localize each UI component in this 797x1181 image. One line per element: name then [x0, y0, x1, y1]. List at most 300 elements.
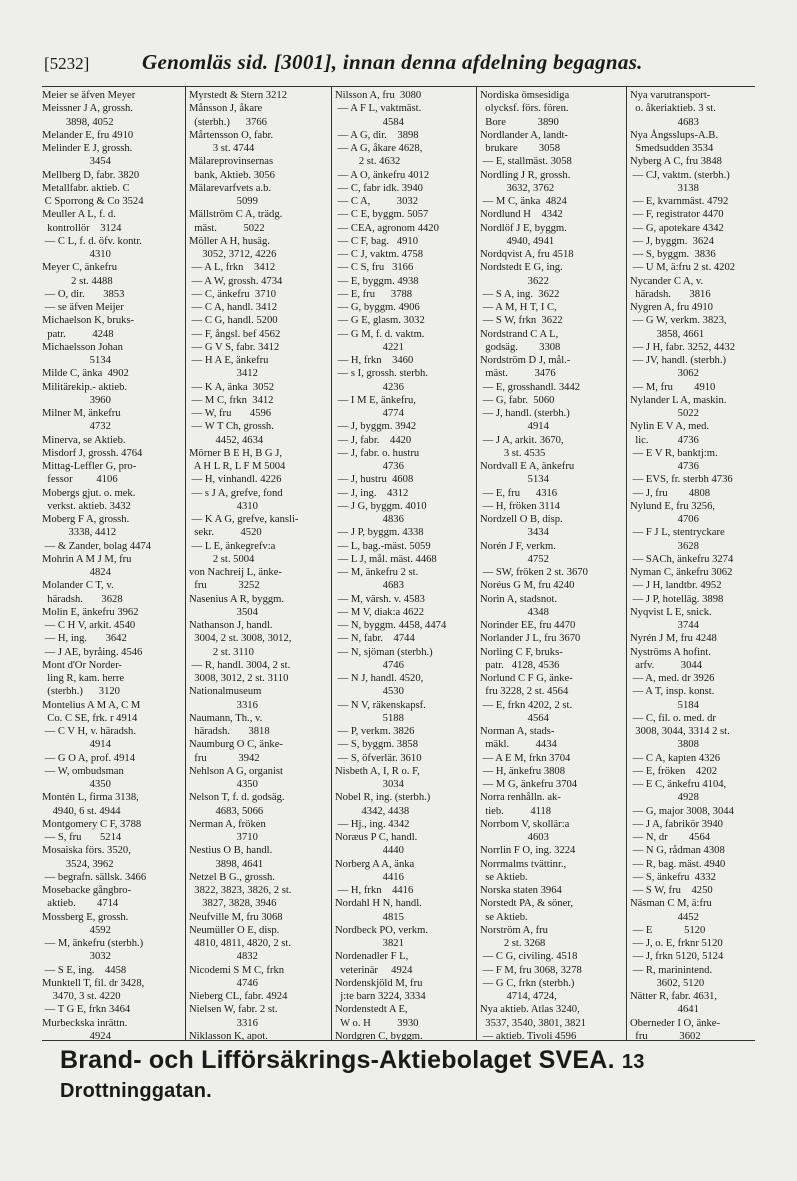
directory-entry: se Aktieb. [480, 871, 528, 883]
directory-entry: 4452 [630, 911, 699, 923]
directory-entry: 4564 [480, 712, 549, 724]
directory-entry: 4342, 4438 [335, 805, 410, 817]
directory-entry: — S, änkefru 4332 [630, 871, 716, 883]
directory-entry: Neumüller O E, disp. [189, 924, 280, 936]
directory-entry: Smedsudden 3534 [630, 143, 714, 154]
directory-entry: Norrlin F O, ing. 3224 [480, 845, 576, 857]
directory-entry: Mårtensson O, fabr. [189, 129, 274, 141]
directory-entry: Norska staten 3964 [480, 885, 562, 896]
directory-entry: 4914 [42, 739, 111, 751]
directory-entry: 5188 [335, 712, 404, 724]
directory-entry: — CEA, agronom 4420 [335, 222, 439, 234]
directory-entry: — J, fabr. o. hustru [335, 447, 420, 459]
directory-entry: 3008, 3044, 3314 2 st. [630, 726, 730, 737]
directory-entry: 2 st. 3110 [189, 646, 254, 658]
directory-entry: Norberg A A, änka [335, 858, 415, 870]
directory-entry: Meissner J A, grossh. [42, 103, 133, 115]
directory-entry: Norrmalms tvättinr., [480, 858, 567, 870]
directory-entry: Möller A H, husäg. [189, 235, 270, 247]
directory-entry: Noræus P C, handl. [335, 832, 418, 843]
directory-entry: — se äfven Meijer [42, 302, 124, 313]
directory-entry: 3504 [189, 606, 258, 618]
directory-entry: — F, registrator 4470 [630, 209, 724, 221]
directory-entry: Minerva, se Aktieb. [42, 434, 126, 446]
directory-entry: — Hj., ing. 4342 [335, 818, 410, 830]
directory-column-5 [626, 87, 755, 1041]
directory-entry: 3744 [630, 620, 699, 631]
directory-entry: Melander E, fru 4910 [42, 129, 134, 141]
directory-entry: brukare 3058 [480, 143, 561, 154]
directory-entry: — aktieb. Tivoli 4596 [480, 1030, 577, 1041]
directory-entry: Mälareprovinsernas [189, 156, 274, 168]
directory-entry: Nathanson J, handl. [189, 620, 273, 631]
directory-entry: Nyman C, änkefru 3062 [630, 567, 733, 578]
directory-entry: Nieberg CL, fabr. 4924 [189, 991, 288, 1002]
directory-entry: 4774 [335, 408, 404, 419]
directory-entry: Nätter R, fabr. 4631, [630, 991, 718, 1002]
directory-entry: — G C, frkn (sterbh.) [480, 977, 575, 989]
directory-entry: häradsh. 3816 [630, 288, 711, 300]
directory-entry: — s J A, grefve, fond [189, 487, 283, 499]
directory-entry: — L E, änkegrefv:a [189, 540, 276, 552]
directory-entry: — A O, änkefru 4012 [335, 169, 430, 181]
directory-entry: Norin A, stadsnot. [480, 593, 558, 605]
directory-entry: 4310 [42, 249, 111, 260]
directory-entry: — C J, vaktm. 4758 [335, 249, 423, 260]
directory-entry: — G, fabr. 5060 [480, 394, 555, 406]
directory-entry: — J, frkn 5120, 5124 [630, 951, 724, 963]
directory-entry: Mellberg D, fabr. 3820 [42, 169, 140, 181]
directory-entry: — H, frkn 3460 [335, 355, 414, 366]
directory-entry: Montelius A M A, C M [42, 699, 141, 711]
directory-entry: — G V S, fabr. 3412 [189, 341, 280, 353]
directory-entry: patr. 4128, 4536 [480, 659, 560, 671]
directory-entry: — N V, räkenskapsf. [335, 699, 426, 711]
directory-entry: — T G E, frkn 3464 [42, 1004, 131, 1016]
directory-entry: 4824 [42, 567, 111, 578]
directory-entry: — G E, glasm. 3032 [335, 315, 425, 327]
directory-entry: Nordlöf J E, byggm. [480, 222, 567, 234]
directory-entry: fru 3942 [189, 752, 260, 764]
directory-entry: Michaelson K, bruks- [42, 315, 135, 327]
directory-entry: Oberneder I O, änke- [630, 1017, 721, 1029]
directory-entry: — C G, handl. 5200 [189, 315, 278, 327]
directory-entry: Michaelsson Johan [42, 341, 123, 353]
directory-entry: — J AE, byråing. 4546 [42, 646, 143, 658]
directory-entry: tieb. 4118 [480, 805, 552, 817]
directory-entry: Nordenadler F L, [335, 951, 409, 963]
directory-entry: Montén L, firma 3138, [42, 792, 139, 804]
directory-entry: Mörner B E H, B G J, [189, 447, 282, 459]
directory-entry: 3454 [42, 156, 111, 168]
directory-entry: Mosebacke gångbro- [42, 885, 132, 896]
directory-entry: 3822, 3823, 3826, 2 st. [189, 885, 292, 896]
directory-entry: — J P, hotelläg. 3898 [630, 593, 724, 605]
directory-entry: mäkl. 4434 [480, 739, 557, 751]
directory-columns [42, 86, 755, 1041]
directory-entry: arfv. 3044 [630, 659, 702, 671]
directory-entry: — A G, dir. 3898 [335, 129, 419, 141]
directory-entry: häradsh. 3628 [42, 593, 123, 605]
directory-entry: godsäg. 3308 [480, 341, 561, 353]
directory-entry: 4706 [630, 514, 699, 525]
directory-entry: — C E, byggm. 5057 [335, 209, 429, 221]
directory-entry: Nylander L A, maskin. [630, 394, 727, 406]
footer-divider [42, 1040, 755, 1041]
directory-entry: Munktell T, fil. dr 3428, [42, 977, 145, 989]
directory-entry: — N, fabr. 4744 [335, 633, 415, 645]
directory-entry: 3004, 2 st. 3008, 3012, [189, 633, 292, 645]
directory-entry: — R, bag. mäst. 4940 [630, 858, 726, 870]
directory-entry: Nationalmuseum [189, 686, 262, 698]
directory-entry: Molin E, änkefru 3962 [42, 606, 139, 618]
directory-entry: — S, byggm. 3858 [335, 739, 418, 751]
directory-entry: 3008, 3012, 2 st. 3110 [189, 673, 289, 684]
directory-entry: 4940, 4941 [480, 235, 555, 247]
directory-entry: fessor 4106 [42, 474, 118, 486]
directory-entry: 3858, 4661 [630, 328, 705, 340]
directory-entry: 4348 [480, 606, 549, 618]
directory-entry: 3412 [189, 368, 258, 380]
directory-entry: 4928 [630, 792, 699, 804]
directory-entry: 4683 [630, 116, 699, 128]
directory-entry: Nasenius A R, byggm. [189, 593, 285, 605]
directory-entry: — J P, byggm. 4338 [335, 527, 424, 539]
directory-entry: — H, ing. 3642 [42, 633, 127, 645]
directory-entry: veterinär 4924 [335, 964, 413, 976]
directory-entry: 4530 [335, 686, 404, 698]
directory-entry: Mittag-Leffler G, pro- [42, 461, 137, 472]
directory-entry: Mossberg E, grossh. [42, 911, 129, 923]
directory-entry: Nordström D J, mål.- [480, 355, 571, 366]
directory-entry: — F J L, stentryckare [630, 527, 725, 539]
directory-entry: Nordstedt E G, ing. [480, 262, 563, 274]
directory-entry: Nelson T, f. d. godsäg. [189, 792, 285, 804]
directory-entry: 3622 [480, 275, 549, 287]
directory-entry: ling R, kam. herre [42, 673, 125, 684]
directory-entry: — J, o. E, frknr 5120 [630, 938, 723, 949]
directory-entry: — M, änkefru (sterbh.) [42, 938, 144, 949]
directory-entry: 3632, 3762 [480, 182, 555, 194]
directory-entry: 5022 [630, 408, 699, 419]
directory-entry: Nobel R, ing. (sterbh.) [335, 792, 431, 804]
directory-entry: Bore 3890 [480, 116, 559, 128]
directory-entry: — E, fru 3788 [335, 288, 413, 300]
advertisement-footer [60, 1046, 750, 1104]
directory-entry: — C H V, arkit. 4540 [42, 620, 136, 631]
directory-entry: — H, vinhandl. 4226 [189, 474, 282, 486]
directory-entry: — J A, arkit. 3670, [480, 434, 564, 446]
directory-column-4 [476, 87, 626, 1041]
directory-entry: — E C, änkefru 4104, [630, 779, 727, 790]
directory-entry: patr. 4248 [42, 328, 114, 340]
directory-entry: — K A, änka 3052 [189, 381, 275, 393]
directory-entry: — J H, fabr. 3252, 4432 [630, 341, 736, 353]
directory-entry: Naumann, Th., v. [189, 712, 263, 724]
directory-entry: — A E M, frkn 3704 [480, 752, 571, 764]
directory-entry: Norén J F, verkm. [480, 540, 556, 552]
directory-entry: — C, änkefru 3710 [189, 288, 277, 300]
directory-entry: — S W, frkn 3622 [480, 315, 563, 327]
directory-entry: Nylin E V A, med. [630, 421, 710, 433]
directory-entry: — J, fabr. 4420 [335, 434, 412, 446]
directory-entry: 4416 [335, 871, 404, 883]
directory-entry: mäst. 5022 [189, 222, 265, 234]
directory-entry: — M C, frkn 3412 [189, 394, 274, 406]
directory-entry: — E V R, banktj:m. [630, 447, 718, 459]
directory-entry: Norling C F, bruks- [480, 646, 563, 658]
directory-entry: 3470, 3 st. 4220 [42, 991, 121, 1002]
directory-entry: 4746 [189, 977, 258, 989]
directory-entry: — P, verkm. 3826 [335, 726, 415, 737]
directory-entry: sekr. 4520 [189, 527, 262, 539]
directory-entry: Mohrin A M J M, fru [42, 553, 132, 565]
directory-entry: aktieb. 4714 [42, 898, 119, 910]
directory-entry: 5184 [630, 699, 699, 711]
directory-entry: — N G, rådman 4308 [630, 845, 725, 857]
directory-entry: 4736 [335, 461, 404, 472]
directory-entry: j:te barn 3224, 3334 [335, 991, 426, 1002]
directory-entry: 3628 [630, 540, 699, 552]
directory-entry: W o. H 3930 [335, 1017, 419, 1029]
directory-entry: Myrstedt & Stern 3212 [189, 90, 287, 101]
directory-entry: Nylund E, fru 3256, [630, 500, 716, 512]
directory-entry: — CJ, vaktm. (sterbh.) [630, 169, 730, 181]
directory-entry: 2 st. 4632 [335, 156, 401, 168]
directory-entry: Nilsson A, fru 3080 [335, 90, 422, 101]
directory-entry: 3602, 5120 [630, 977, 705, 989]
directory-entry: — A M, H T, I C, [480, 302, 557, 313]
directory-entry: Nya aktieb. Atlas 3240, [480, 1004, 580, 1016]
directory-entry: — J H, landtbr. 4952 [630, 580, 722, 592]
directory-entry: — J A, fabrikör 3940 [630, 818, 723, 830]
directory-entry: Nordlund H 4342 [480, 209, 563, 221]
footer-company: Brand- och Lifförsäkrings-Aktiebolaget SVEA. [60, 1046, 615, 1074]
directory-entry: Nordqvist A, fru 4518 [480, 249, 574, 260]
directory-entry: — R, handl. 3004, 2 st. [189, 659, 291, 671]
directory-entry: Meuller A L, f. d. [42, 209, 116, 221]
directory-entry: Montgomery C F, 3788 [42, 818, 142, 830]
directory-entry: Mälarevarfvets a.b. [189, 182, 272, 194]
directory-entry: 3062 [630, 368, 699, 380]
directory-entry: C Sporrong & Co 3524 [42, 196, 144, 207]
directory-entry: 4924 [42, 1030, 111, 1041]
directory-entry: — M C, änka 4824 [480, 196, 567, 207]
directory-entry: 4452, 4634 [189, 434, 264, 446]
directory-entry: 3316 [189, 699, 258, 711]
directory-entry: — U M, ä:fru 2 st. 4202 [630, 262, 736, 274]
directory-entry: — K A G, grefve, kansli- [189, 514, 299, 525]
directory-entry: kontrollör 3124 [42, 222, 122, 234]
directory-entry: — C V H, v. häradsh. [42, 726, 136, 737]
directory-entry: — J, ing. 4312 [335, 487, 409, 499]
directory-entry: 3808 [630, 739, 699, 751]
directory-entry: — A T, insp. konst. [630, 686, 715, 698]
directory-entry: Norinder EE, fru 4470 [480, 620, 576, 631]
directory-entry: Norman A, stads- [480, 726, 555, 737]
directory-entry: 3821 [335, 938, 404, 949]
directory-entry: Netzel B G., grossh. [189, 871, 275, 883]
directory-entry: — S E, ing. 4458 [42, 964, 127, 976]
directory-entry: häradsh. 3818 [189, 726, 270, 737]
directory-entry: — E, kvarnmäst. 4792 [630, 196, 729, 207]
footer-address: 13 Drottninggatan. [60, 1051, 645, 1102]
directory-entry: bank, Aktieb. 3056 [189, 169, 275, 181]
directory-entry: 3 st. 4535 [480, 447, 546, 459]
directory-entry: — S, öfverlär. 3610 [335, 752, 422, 764]
directory-entry: Mont d'Or Norder- [42, 659, 122, 671]
directory-entry: 4810, 4811, 4820, 2 st. [189, 938, 292, 949]
directory-entry: 3960 [42, 394, 111, 406]
directory-entry: — O, dir. 3853 [42, 288, 125, 300]
directory-entry: Norström A, fru [480, 924, 548, 936]
directory-entry: — E, fru 4316 [480, 487, 558, 499]
directory-entry: — M, fru 4910 [630, 381, 716, 393]
directory-entry: 3138 [630, 182, 699, 194]
directory-entry: Militärekip.- aktieb. [42, 381, 128, 393]
directory-entry: — C S, fru 3166 [335, 262, 414, 274]
directory-entry: 4440 [335, 845, 404, 857]
directory-entry: Nordvall E A, änkefru [480, 461, 575, 472]
directory-entry: — E, grosshandl. 3442 [480, 381, 581, 393]
directory-entry: Nya varutransport- [630, 90, 711, 101]
directory-entry: — N, byggm. 4458, 4474 [335, 620, 447, 631]
directory-entry: — L, bag.-mäst. 5059 [335, 540, 431, 552]
directory-entry: — S, fru 5214 [42, 832, 122, 843]
directory-entry: — G, major 3008, 3044 [630, 805, 734, 817]
directory-entry: — & Zander, bolag 4474 [42, 540, 152, 552]
directory-entry: — C, fabr idk. 3940 [335, 182, 423, 194]
directory-entry: Nordenskjöld M, fru [335, 977, 423, 989]
directory-entry: 4221 [335, 341, 404, 353]
directory-entry: 4592 [42, 924, 111, 936]
directory-entry: 4746 [335, 659, 404, 671]
directory-entry: 3316 [189, 1017, 258, 1029]
page-title: Genomläs sid. [3001], innan denna afdelning begagnas. [142, 50, 643, 74]
directory-entry: — H, fröken 3114 [480, 500, 560, 512]
directory-entry: 4736 [630, 461, 699, 472]
directory-entry: Norrbom V, skollär:a [480, 818, 570, 830]
directory-entry: — SW, fröken 2 st. 3670 [480, 567, 588, 578]
directory-entry: Nya Ångsslups-A.B. [630, 129, 718, 141]
directory-entry: 4350 [42, 779, 111, 790]
directory-entry: Nordiska ömsesidiga [480, 90, 570, 101]
directory-entry: — J, fru 4808 [630, 487, 711, 499]
directory-entry: — S A, ing. 3622 [480, 288, 560, 300]
directory-entry: — E, stallmäst. 3058 [480, 156, 572, 168]
directory-entry: Milde C, änka 4902 [42, 368, 129, 380]
directory-entry: Metallfabr. aktieb. C [42, 182, 130, 194]
directory-entry: Norra renhålln. ak- [480, 792, 561, 804]
directory-entry: Noréus G M, fru 4240 [480, 580, 575, 592]
directory-entry: 4815 [335, 911, 404, 923]
directory-entry: — J, byggm. 3942 [335, 421, 417, 433]
directory-entry: Milner M, änkefru [42, 408, 121, 419]
directory-entry: fru 3228, 2 st. 4564 [480, 686, 569, 698]
directory-entry: Molander C T, v. [42, 580, 114, 592]
directory-entry: 4584 [335, 116, 404, 128]
directory-entry: Meyer C, änkefru [42, 262, 118, 274]
directory-entry: — J, byggm. 3624 [630, 235, 714, 247]
directory-entry: Nisbeth A, I, R o. F, [335, 765, 420, 777]
directory-entry: Moberg F A, grossh. [42, 514, 130, 525]
directory-entry: Norstedt PA, & söner, [480, 898, 574, 910]
directory-entry: — N, dr 4564 [630, 832, 711, 843]
directory-entry: — H A E, änkefru [189, 355, 269, 366]
directory-entry: Norlund C F G, änke- [480, 673, 573, 684]
directory-entry: (sterbh.) 3766 [189, 116, 267, 128]
directory-entry: 3052, 3712, 4226 [189, 249, 277, 260]
directory-entry: Nyrén J M, fru 4248 [630, 633, 717, 645]
directory-entry: — E, byggm. 4938 [335, 275, 419, 287]
directory-entry: — EVS, fr. sterbh 4736 [630, 474, 733, 486]
directory-entry: 2 st. 5004 [189, 553, 255, 565]
directory-entry: 3898, 4641 [189, 858, 264, 870]
directory-entry: Nielsen W, fabr. 2 st. [189, 1004, 278, 1016]
directory-entry: — E, frkn 4202, 2 st. [480, 699, 573, 711]
directory-entry: Mobergs gjut. o. mek. [42, 487, 136, 499]
directory-entry: 4641 [630, 1004, 699, 1016]
directory-entry: 5099 [189, 196, 258, 207]
directory-column-3 [331, 87, 476, 1041]
directory-entry: — begrafn. sällsk. 3466 [42, 871, 147, 883]
directory-entry: Nycander C A, v. [630, 275, 704, 287]
directory-entry: — W T Ch, grossh. [189, 421, 274, 433]
directory-entry: Nyströms A hofint. [630, 646, 711, 658]
directory-entry: 3 st. 4744 [189, 143, 255, 154]
directory-entry: — S W, fru 4250 [630, 885, 713, 896]
directory-entry: 3898, 4052 [42, 116, 114, 128]
directory-entry: 3434 [480, 527, 549, 539]
directory-entry: 4940, 6 st. 4944 [42, 805, 121, 817]
directory-entry: Mällström C A, trädg. [189, 209, 283, 221]
directory-entry: lic. 4736 [630, 434, 699, 446]
directory-entry: — L J, mål. mäst. 4468 [335, 553, 437, 565]
directory-entry: 2 st. 4488 [42, 275, 113, 287]
directory-entry: fru 3602 [630, 1030, 701, 1041]
directory-entry: — W, fru 4596 [189, 408, 272, 419]
directory-entry: Månsson J, åkare [189, 103, 263, 115]
directory-entry: — I M E, änkefru, [335, 394, 416, 406]
directory-entry: Mosaiska förs. 3520, [42, 845, 131, 857]
directory-entry: Näsman C M, ä:fru [630, 898, 712, 910]
directory-entry: — JV, handl. (sterbh.) [630, 355, 727, 366]
directory-entry: — C L, f. d. öfv. kontr. [42, 235, 142, 247]
directory-entry: — SACh, änkefru 3274 [630, 553, 734, 565]
directory-entry: 4236 [335, 381, 404, 393]
directory-entry: Nyberg A C, fru 3848 [630, 156, 722, 168]
directory-entry: Nestius O B, handl. [189, 845, 273, 857]
directory-entry: 4752 [480, 553, 549, 565]
directory-entry: — M V, diak:a 4622 [335, 606, 425, 618]
directory-entry: Naumburg O C, änke- [189, 739, 283, 751]
directory-entry: Neufville M, fru 3068 [189, 911, 283, 923]
directory-entry: Nicodemi S M C, frkn [189, 964, 285, 976]
directory-entry: — N J, handl. 4520, [335, 673, 424, 684]
directory-entry: Norlander J L, fru 3670 [480, 633, 581, 645]
directory-entry: — G, byggm. 4906 [335, 302, 420, 313]
directory-entry: 3537, 3540, 3801, 3821 [480, 1017, 586, 1029]
directory-entry: — F, ångsl. bef 4562 [189, 328, 281, 340]
directory-entry: olycksf. förs. fören. [480, 103, 569, 115]
directory-entry: verkst. aktieb. 3432 [42, 500, 131, 512]
directory-entry: — M, värsh. v. 4583 [335, 593, 425, 605]
directory-entry: Nordbeck PO, verkm. [335, 924, 428, 936]
directory-entry: Misdorf J, grossh. 4764 [42, 447, 143, 459]
directory-entry: 5134 [42, 355, 111, 366]
directory-entry: Niklasson K, apot. [189, 1030, 268, 1041]
directory-entry: — N, sjöman (sterbh.) [335, 646, 433, 658]
